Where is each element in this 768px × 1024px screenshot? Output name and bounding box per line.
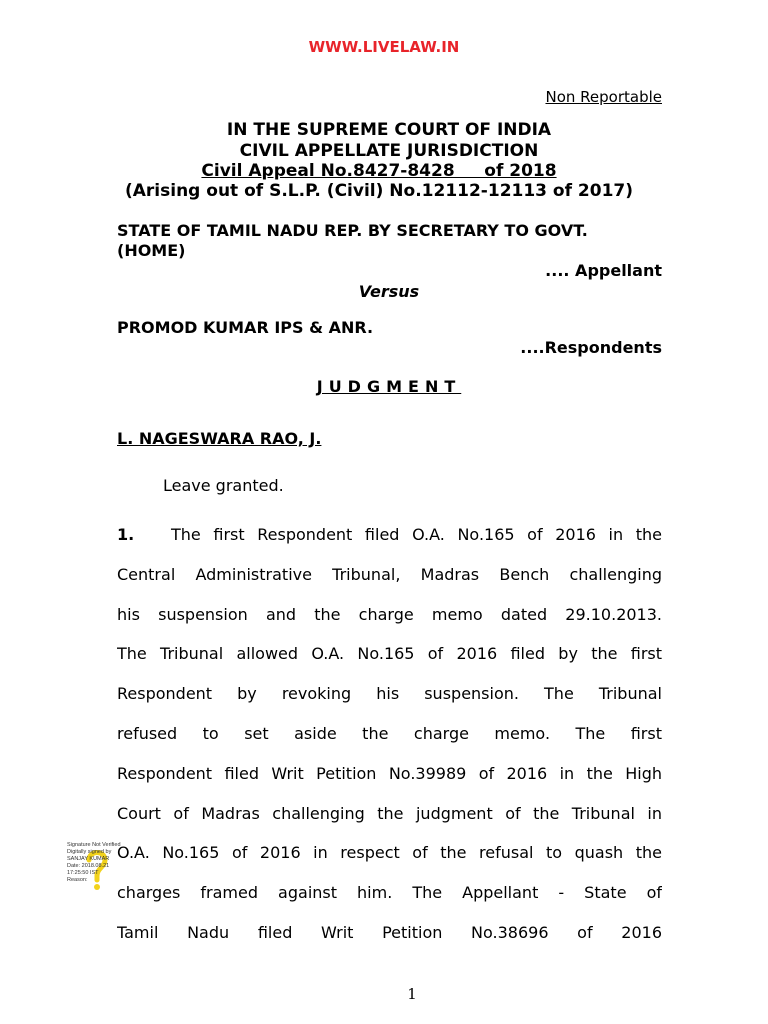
court-title: IN THE SUPREME COURT OF INDIA bbox=[226, 120, 552, 140]
paragraph-line: The Tribunal allowed O.A. No.165 of 2016 filed by the first bbox=[117, 644, 662, 664]
signature-line: Signature Not Verified bbox=[67, 842, 121, 848]
paragraph-line: Respondent by revoking his suspension. The Tribunal bbox=[117, 684, 662, 704]
paragraph-line: charges framed against him. The Appellant - State of bbox=[117, 883, 662, 903]
paragraph-number: 1. bbox=[117, 525, 135, 544]
paragraph-line: Respondent filed Writ Petition No.39989 of 2016 in the High bbox=[117, 763, 662, 783]
arising-out-of: (Arising out of S.L.P. (Civil) No.12112-12113 of 2017) bbox=[125, 181, 633, 201]
paragraph-1 bbox=[117, 515, 662, 953]
paragraph-line bbox=[117, 515, 662, 555]
paragraph-line: his suspension and the charge memo dated 29.10.2013. bbox=[117, 604, 662, 624]
signature-line: Date: 2018.08.21 bbox=[67, 863, 110, 869]
appeal-number: Civil Appeal No.8427-8428 of 2018 bbox=[201, 161, 557, 181]
appellant-name-line-1: STATE OF TAMIL NADU REP. BY SECRETARY TO GOVT. bbox=[117, 221, 588, 240]
versus-label: Versus bbox=[358, 282, 420, 301]
leave-granted: Leave granted. bbox=[163, 476, 284, 495]
paragraph-line: Central Administrative Tribunal, Madras Bench challenging bbox=[117, 564, 662, 584]
paragraph-line: O.A. No.165 of 2016 in respect of the refusal to quash the bbox=[117, 843, 662, 863]
signature-line: 17:25:50 IST bbox=[67, 870, 99, 876]
paragraph-line: Tamil Nadu filed Writ Petition No.38696 of 2016 bbox=[117, 922, 662, 942]
judgment-heading: JUDGMENT bbox=[316, 377, 462, 396]
respondent-name: PROMOD KUMAR IPS & ANR. bbox=[117, 318, 374, 337]
signature-line: Reason: bbox=[67, 877, 88, 883]
judge-name: L. NAGESWARA RAO, J. bbox=[117, 429, 322, 448]
paragraph-line: refused to set aside the charge memo. The first bbox=[117, 723, 662, 743]
non-reportable-label: Non Reportable bbox=[545, 88, 662, 106]
watermark-livelaw: WWW.LIVELAW.IN bbox=[308, 38, 460, 56]
signature-line: Digitally signed by bbox=[67, 849, 112, 855]
digital-signature-stamp bbox=[67, 842, 129, 890]
page-number: 1 bbox=[407, 985, 417, 1003]
paragraph-line-text: The first Respondent filed O.A. No.165 of 2016 in the bbox=[171, 525, 662, 544]
paragraph-line: Court of Madras challenging the judgment of the Tribunal in bbox=[117, 803, 662, 823]
appellant-name-line-2: (HOME) bbox=[117, 241, 186, 260]
jurisdiction-title: CIVIL APPELLATE JURISDICTION bbox=[239, 141, 539, 161]
signature-line: SANJAY KUMAR bbox=[67, 856, 110, 862]
appellant-label: .... Appellant bbox=[545, 261, 662, 280]
respondent-label: ....Respondents bbox=[520, 338, 662, 357]
